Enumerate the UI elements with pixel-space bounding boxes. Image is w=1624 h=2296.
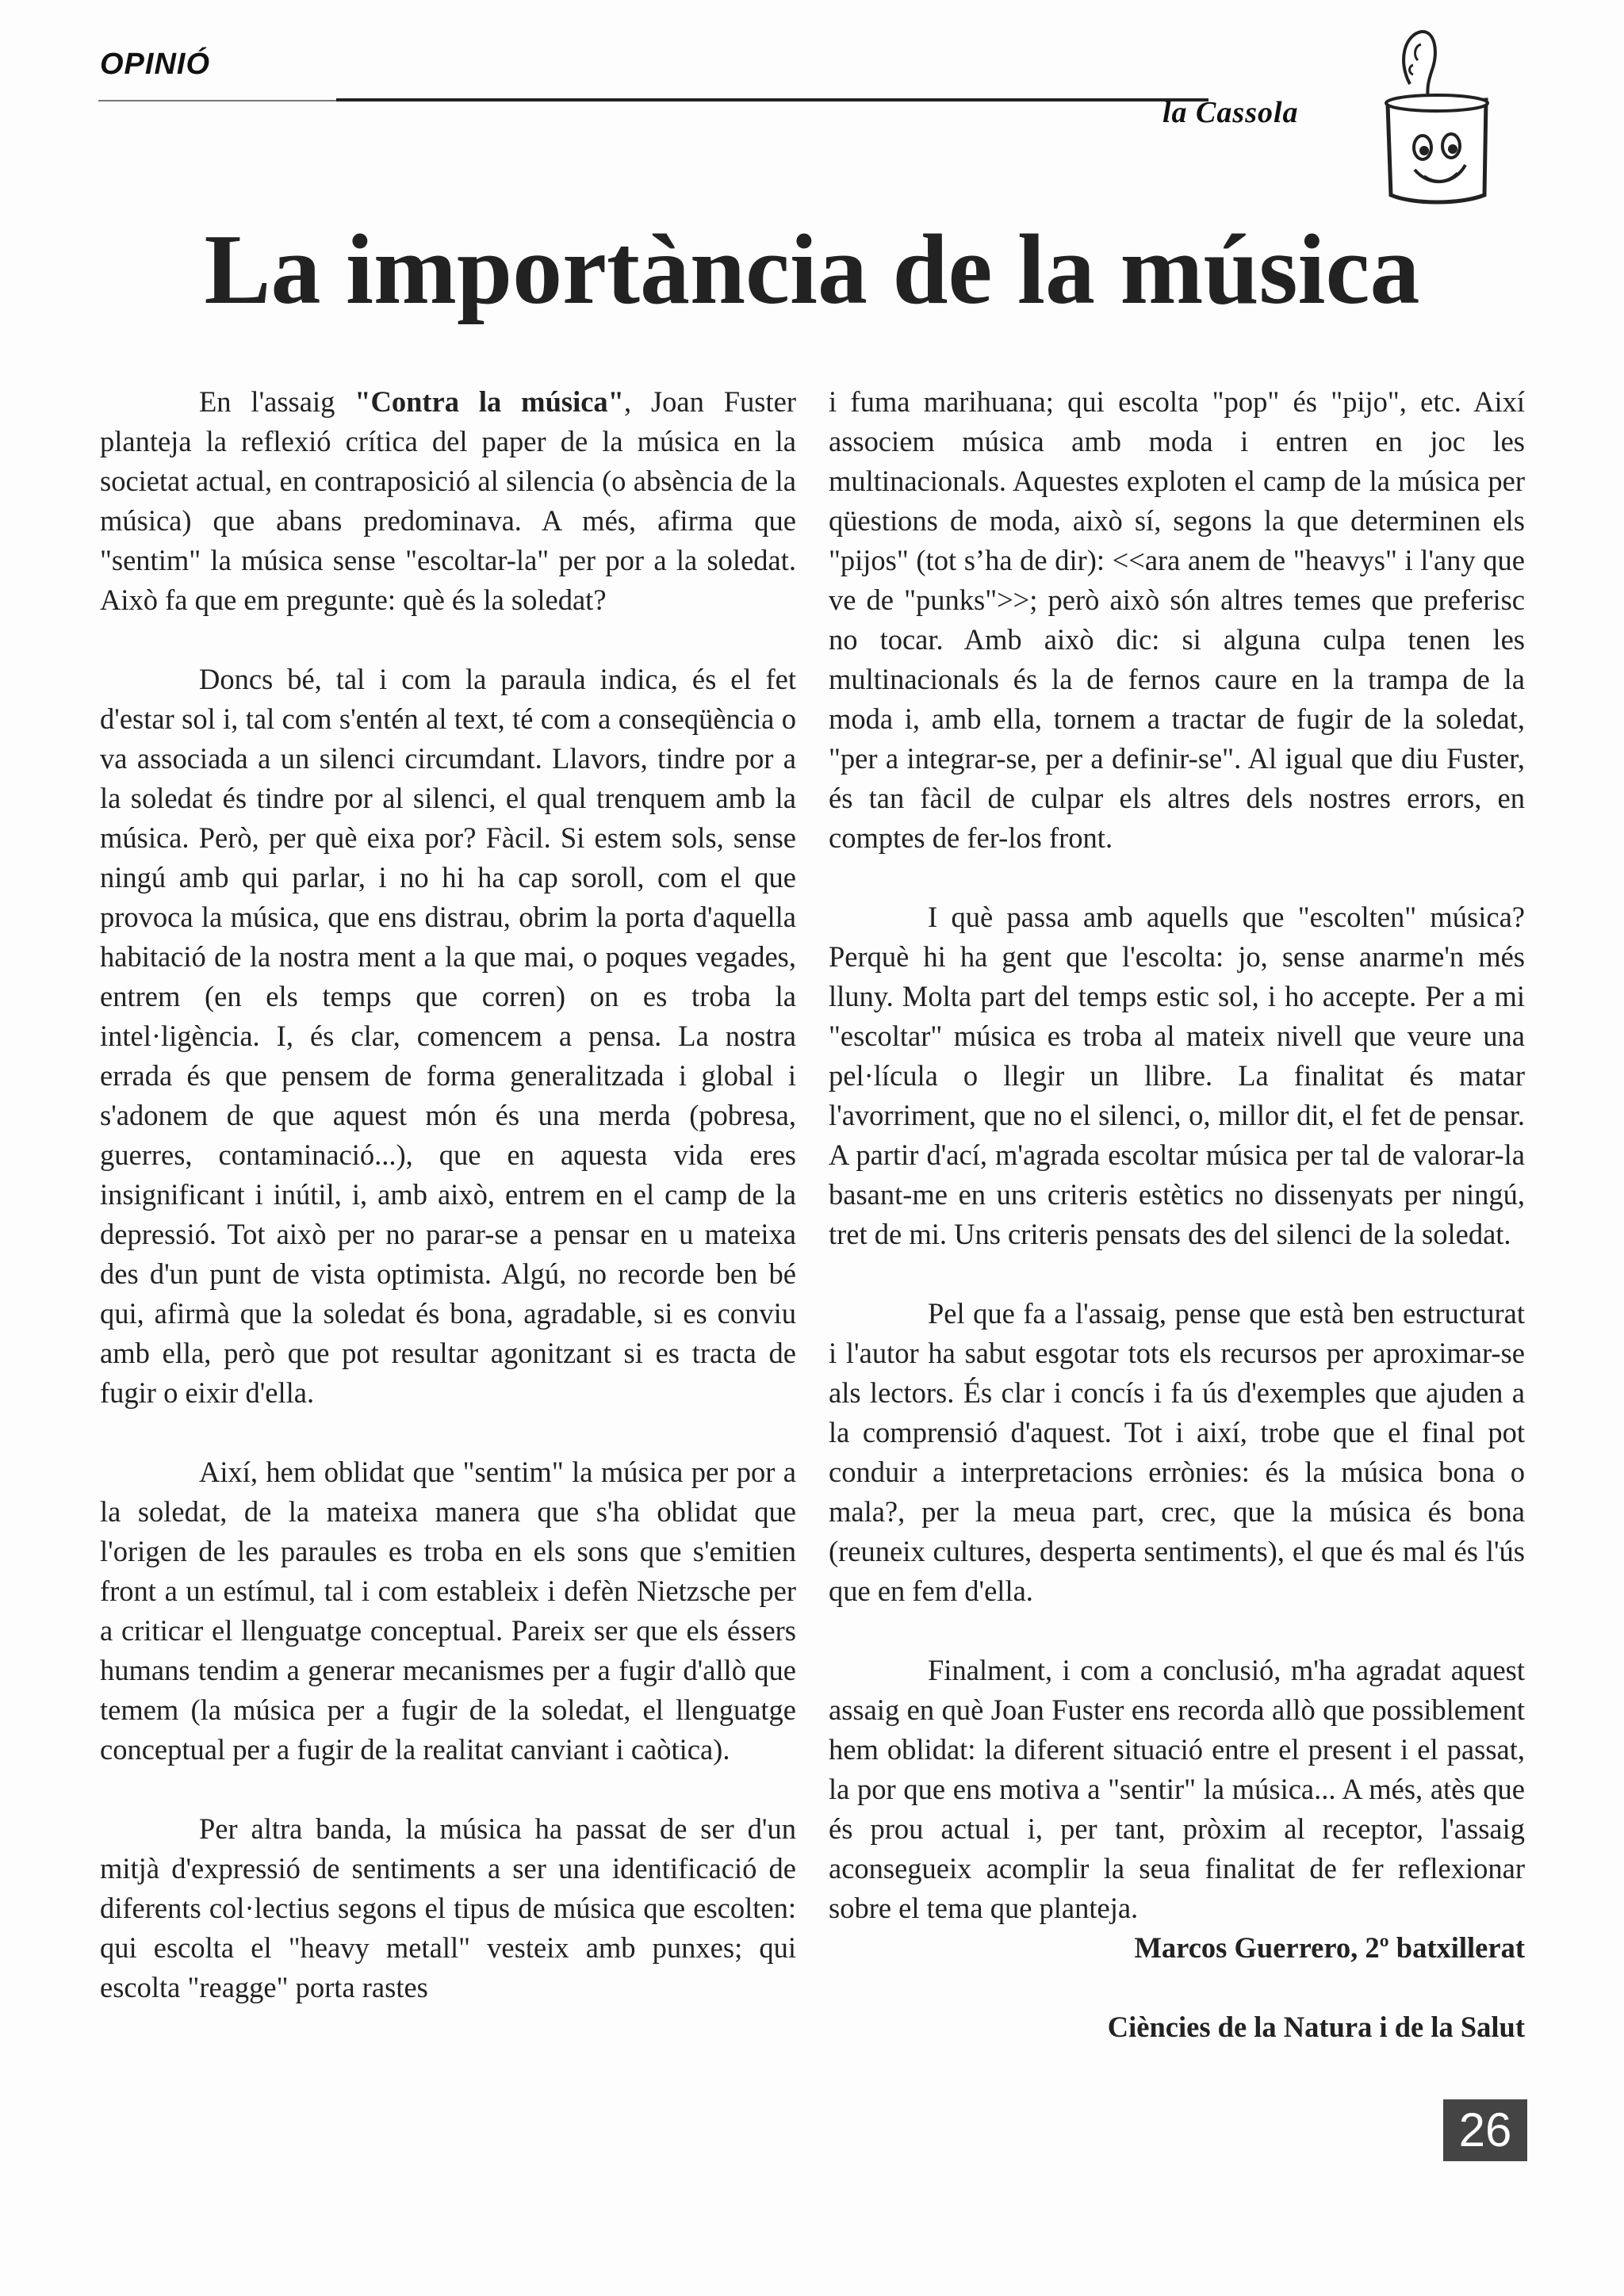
section-label: OPINIÓ — [100, 48, 211, 81]
paragraph-5: I què passa amb aquells que "escolten" música? Perquè hi ha gent que l'escolta: jo, sense anarme'n més lluny. Molta part del temps estic sol, i ho accepte. Per a mi "escoltar" música es troba al mateix nivell que veure una pel·lícula o llegir un llibre. La finalitat és matar l'avorriment, que no el silenci, o, millor dit, el fet de pensar. A partir d'ací, m'agrada escoltar música per tal de valorar-la basant-me en uns criteris estètics no dissenyats per ningú, tret de mi. Uns criteris pensats des del silenci de la soledat. — [829, 901, 1525, 1250]
paragraph-1 — [100, 382, 796, 620]
paragraph-6: Pel que fa a l'assaig, pense que està ben estructurat i l'autor ha sabut esgotar tots els recursos per aproximar-se als lectors. És clar i concís i fa ús d'exemples que ajuden a la comprensió d'aquest. Tot i així, trobe que el final pot conduir a interpretacions errònies: és la música bona o mala?, per la meua part, crec, que la música és bona (reuneix cultures, desperta sentiments), el que és mal és l'ús que en fem d'ella. — [829, 1297, 1525, 1607]
paragraph-2: Doncs bé, tal i com la paraula indica, és el fet d'estar sol i, tal com s'entén al text, té com a conseqüència o va associada a un silenci circumdant. Llavors, tindre por a la soledat és tindre por al silenci, el qual trenquem amb la música. Però, per què eixa por? Fàcil. Si estem sols, sense ningú amb qui parlar, i no hi ha cap soroll, com el que provoca la música, que ens distrau, obrim la porta d'aquella habitació de la nostra ment a la que mai, o poques vegades, entrem (en els temps que corren) on es troba la intel·ligència. I, és clar, comencem a pensa. La nostra errada és que pensem de forma generalitzada i global i s'adonem de que aquest món és una merda (pobresa, guerres, contaminació...), que en aquesta vida eres insignificant i inútil, i, amb això, entrem en el camp de la depressió. Tot això per no parar-se a pensar en u mateixa des d'un punt de vista optimista. Algú, no recorde ben bé qui, afirmà que la soledat és bona, agradable, si es conviu amb ella, però que pot resultar agonitzant si es tracta de fugir o eixir d'ella. — [100, 663, 796, 1409]
paragraph-7: Finalment, i com a conclusió, m'ha agradat aquest assaig en què Joan Fuster ens recorda allò que possiblement hem oblidat: la diferent situació entre el present i el passat, la por que ens motiva a "sentir" la música... A més, atès que és prou actual i, per tant, pròxim al receptor, l'assaig aconsegueix acomplir la seua finalitat de fer reflexionar sobre el tema que planteja. — [829, 1654, 1525, 1924]
page-number: 26 — [1443, 2099, 1527, 2161]
paragraph-3: Així, hem oblidat que "sentim" la música per por a la soledat, de la mateixa manera que s'ha oblidat que l'origen de les paraules es troba en els sons que s'emitien front a un estímul, tal i com estableix i defèn Nietzsche per a criticar el llenguatge conceptual. Pareix ser que els éssers humans tendim a generar mecanismes per a fugir d'allò que temem (la música per a fugir de la soledat, el llenguatge conceptual per a fugir de la realitat canviant i caòtica). — [100, 1456, 796, 1766]
p1-post: , Joan Fuster planteja la reflexió crítica del paper de la música en la societat actual, en contraposició al silencia (o absència de la música) que abans predominava. A més, afirma que "sentim" la música sense "escoltar-la" per por a la soledat. Això fa que em pregunte: què és la soledat? — [100, 385, 797, 616]
cassola-logo-icon — [1365, 29, 1508, 211]
essay-title-bold: "Contra la música" — [354, 385, 624, 418]
author-course: Ciències de la Natura i de la Salut — [1107, 2011, 1525, 2043]
paragraph-4-start: Per altra banda, la música ha passat de ser d'un mitjà d'expressió de sentiments a ser una identificació de diferents col·lectius segons el tipus de música que escolten: qui escolta el "heavy metall" vesteix amb punxes; qui escolta "reagge" porta rastes — [100, 1812, 796, 2003]
paragraph-4-end: i fuma marihuana; qui escolta "pop" és "pijo", etc. Així associem música amb moda i entren en joc les multinacionals. Aquestes exploten el camp de la música per qüestions de moda, això sí, segons la que determinen els "pijos" (tot s’ha de dir): <<ara anem de "heavys" i l'any que ve de "punks">>; però això són altres temes que preferisc no tocar. Amb això dic: si alguna culpa tenen les multinacionals és la de fernos caure en la trampa de la moda i, amb ella, tornem a tractar de fugir de la soledat, "per a integrar-se, per a definir-se". Al igual que diu Fuster, és tan fàcil de culpar els altres dels nostres errors, en comptes de fer-los front. — [829, 385, 1525, 854]
header-rule-thin — [98, 100, 336, 101]
author-name: Marcos Guerrero, 2º batxillerat — [1134, 1931, 1525, 1964]
article-column-left — [100, 382, 796, 2007]
magazine-name: la Cassola — [1162, 96, 1299, 129]
header-rule-thick — [336, 98, 1208, 101]
article-title: La importància de la música — [204, 215, 1420, 325]
p1-pre: En l'assaig — [199, 385, 355, 418]
article-column-right — [829, 382, 1525, 2087]
